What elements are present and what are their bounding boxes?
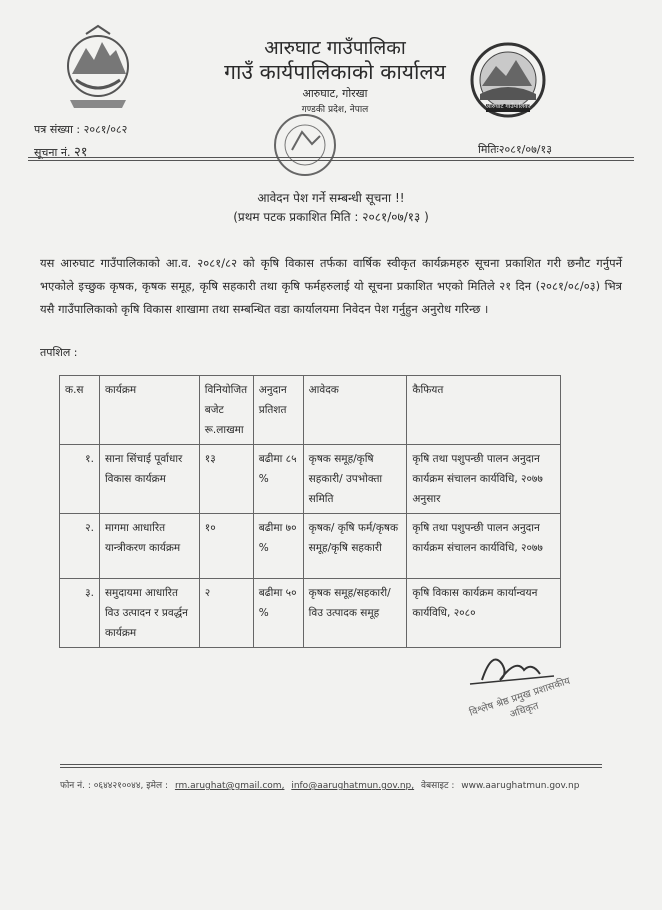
date-label: मितिः [478, 143, 499, 156]
footer-contact [60, 778, 583, 791]
footer-divider-double [60, 767, 602, 768]
header-applicant: आवेदक [303, 376, 407, 445]
cell-program: साना सिंचाई पूर्वाधार विकास कार्यक्रम [99, 445, 199, 514]
header-remarks: कैफियत [407, 376, 561, 445]
footer-email-2[interactable]: info@aarughatmun.gov.np, [291, 781, 415, 791]
letter-number [34, 122, 127, 137]
cell-subsidy: बढीमा ७० % [253, 514, 303, 579]
header-subsidy: अनुदान प्रतिशत [253, 376, 303, 445]
cell-remarks: कृषि तथा पशुपन्छी पालन अनुदान कार्यक्रम संचालन कार्यविधि, २०७७ [407, 514, 561, 579]
footer-website[interactable]: www.aarughatmun.gov.np [461, 781, 580, 791]
cell-budget: १० [199, 514, 253, 579]
notice-subtitle: (प्रथम पटक प्रकाशित मिति : २०८१/०७/१३ ) [233, 210, 429, 224]
notice-number-label: सूचना नं. [34, 146, 71, 159]
office-subtitle: गाउँ कार्यपालिकाको कार्यालय [224, 60, 446, 84]
logo-caption: आरुघाट गाउँपालिका [485, 103, 531, 110]
cell-program: मागमा आधारित यान्त्रीकरण कार्यक्रम [99, 514, 199, 579]
footer-phone: फोन नं. : ०६४४२१००४४, इमेल : [60, 781, 169, 791]
cell-applicant: कृषक समूह/कृषि सहकारी/ उपभोक्ता समिति [303, 445, 407, 514]
footer-divider [60, 764, 602, 765]
footer-website-label: वेबसाइट : [420, 781, 455, 791]
office-stamp-icon [268, 108, 342, 182]
table-row [60, 579, 561, 648]
nepal-government-emblem-icon [56, 22, 140, 112]
letter-number-label: पत्र संख्या : [34, 123, 81, 136]
table-header-row [60, 376, 561, 445]
cell-budget: १३ [199, 445, 253, 514]
office-name: आरुघाट गाउँपालिका [264, 37, 406, 59]
cell-serial: २. [60, 514, 100, 579]
notice-date [478, 142, 552, 157]
officer-seal: विश्लेष श्रेष्ठ प्रमुख प्रशासकीय अधिकृत [468, 675, 572, 721]
notice-number-value: २१ [73, 145, 88, 160]
header-divider [28, 157, 634, 158]
cell-subsidy: बढीमा ८५ % [253, 445, 303, 514]
header-program: कार्यक्रम [99, 376, 199, 445]
cell-budget: २ [199, 579, 253, 648]
footer-email-1[interactable]: rm.arughat@gmail.com, [174, 781, 285, 791]
cell-program: समुदायमा आधारित विउ उत्पादन र प्रवर्द्धन कार्यक्रम [99, 579, 199, 648]
notice-title: आवेदन पेश गर्ने सम्बन्धी सूचना !! [257, 191, 405, 205]
details-label: तपशिल : [40, 346, 78, 359]
notice-body: यस आरुघाट गाउँपालिकाको आ.व. २०८१/८२ को कृषि विकास तर्फका वार्षिक स्वीकृत कार्यक्रमहरु सूचना प्रकाशित गरी छनौट गर्नुपर्ने भएकोले इच्छुक कृषक, कृषक समूह, कृषि सहकारी तथा कृषि फर्महरुलाई यो सूचना प्रकाशित भएको मितिले २१ दिन (२०८१/०८/०३) भित्र यसै गाउँपालिकाको कृषि विकास शाखामा तथा सम्बन्धित वडा कार्यालयमा निवेदन पेश गर्नुहुन अनुरोध गरिन्छ । [40, 256, 622, 316]
cell-remarks: कृषि विकास कार्यक्रम कार्यान्वयन कार्यविधि, २०८० [407, 579, 561, 648]
date-value: २०८१/०७/१३ [498, 143, 552, 156]
program-table [59, 375, 561, 648]
cell-serial: १. [60, 445, 100, 514]
header-divider-double [28, 160, 634, 161]
cell-remarks: कृषि तथा पशुपन्छी पालन अनुदान कार्यक्रम संचालन कार्यविधि, २०७७ अनुसार [407, 445, 561, 514]
cell-serial: ३. [60, 579, 100, 648]
table-row [60, 514, 561, 579]
cell-applicant: कृषक/ कृषि फर्म/कृषक समूह/कृषि सहकारी [303, 514, 407, 579]
header-budget: विनियोजित बजेट रू.लाखमा [199, 376, 253, 445]
cell-subsidy: बढीमा ५० % [253, 579, 303, 648]
table-row [60, 445, 561, 514]
address-line-1: आरुघाट, गोरखा [302, 87, 368, 100]
address-line-2: गण्डकी प्रदेश, नेपाल [301, 105, 369, 115]
letter-number-value: २०८१/०८२ [83, 123, 128, 136]
header-serial: क.स [60, 376, 100, 445]
cell-applicant: कृषक समूह/सहकारी/विउ उत्पादक समूह [303, 579, 407, 648]
